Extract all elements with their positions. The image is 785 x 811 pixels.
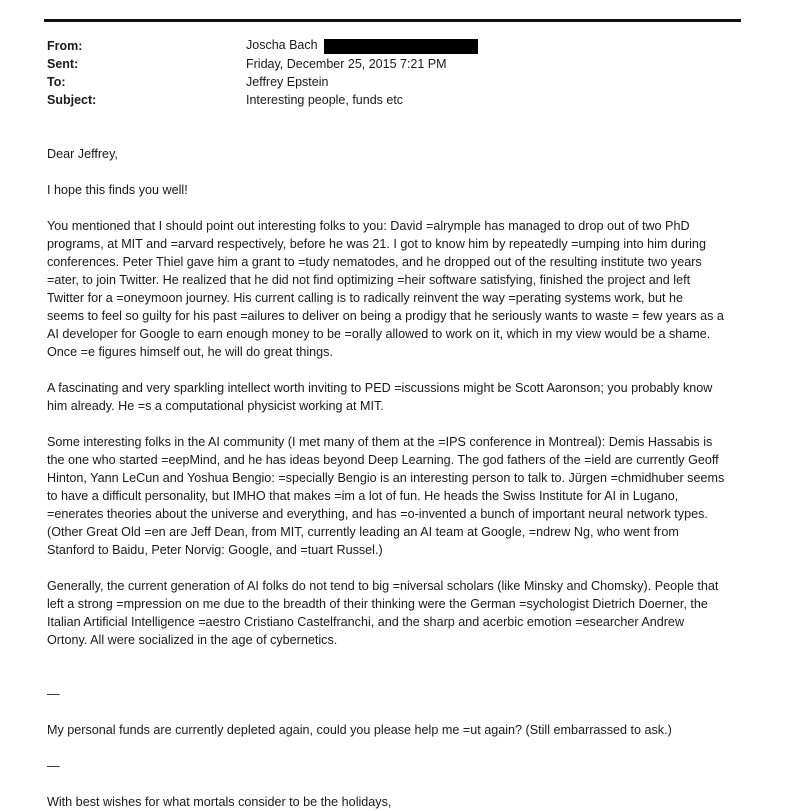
- sender-name: Joscha Bach: [246, 38, 318, 53]
- to-value: Jeffrey Epstein: [246, 75, 329, 89]
- text-line: Some interesting folks in the AI community (I met many of them at the =IPS conference in Montreal): Demis Hassabis is: [47, 435, 713, 449]
- paragraph-ai-community: [47, 433, 747, 559]
- closing-line: With best wishes for what mortals consider to be the holidays,: [47, 795, 392, 809]
- header-rule: [44, 19, 741, 22]
- text-line: conferences. Peter Thiel gave him a grant to =tudy nematodes, and he dropped out of the resulting institute two years: [47, 255, 702, 269]
- text-line: programs, at MIT and =arvard respectively, before he was 21. I got to know him by repeatedly =umping into him during: [47, 237, 706, 251]
- sent-row: [47, 55, 747, 73]
- paragraph-aaronson: [47, 379, 747, 415]
- text-line: seems to feel so guilty for his past =ailures to deliver on being a prodigy that he seriously wants to waste = few years as a: [47, 309, 724, 323]
- subject-row: [47, 91, 747, 109]
- text-line: Once =e figures himself out, he will do great things.: [47, 345, 333, 359]
- text-line: to have a difficult personality, but IMHO that makes =im a lot of fun. He heads the Swiss Institute for AI in Lugano,: [47, 489, 679, 503]
- greeting: Dear Jeffrey,: [47, 147, 118, 161]
- subject-label: Subject:: [47, 93, 97, 107]
- sent-label: Sent:: [47, 57, 79, 71]
- text-line: You mentioned that I should point out interesting folks to you: David =alrymple has managed to drop out of two PhD: [47, 219, 690, 233]
- from-value: [246, 38, 478, 53]
- text-line: Twitter for a =oneymoon journey. His current calling is to radically reinvent the way =perating systems work, but he: [47, 291, 684, 305]
- text-line: Ortony. All were socialized in the age of cybernetics.: [47, 633, 338, 647]
- from-row: [47, 37, 747, 55]
- to-row: [47, 73, 747, 91]
- sent-value: Friday, December 25, 2015 7:21 PM: [246, 57, 447, 71]
- funds-request: My personal funds are currently depleted again, could you please help me =ut again? (Still embarrassed to ask.): [47, 723, 672, 737]
- text-line: =enerates theories about the universe and everything, and has =o-invented a bunch of important neural network types.: [47, 507, 708, 521]
- paragraph-scholars: [47, 577, 747, 649]
- text-line: A fascinating and very sparkling intellect worth inviting to PED =iscussions might be Scott Aaronson; you probably know: [47, 381, 713, 395]
- intro-line: I hope this finds you well!: [47, 183, 188, 197]
- text-line: (Other Great Old =en are Jeff Dean, from MIT, currently leading an AI team at Google, =ndrew Ng, who went from: [47, 525, 679, 539]
- text-line: Italian Artificial Intelligence =aestro Cristiano Castelfranchi, and the sharp and acerbic emotion =esearcher Andrew: [47, 615, 685, 629]
- from-label: From:: [47, 39, 83, 53]
- separator-dash: —: [47, 759, 60, 773]
- separator-dash: —: [47, 687, 60, 701]
- to-label: To:: [47, 75, 66, 89]
- text-line: =ater, to join Twitter. He realized that he did not find optimizing =heir software satisfying, finished the project and left: [47, 273, 691, 287]
- email-body: [47, 145, 747, 811]
- redaction-box: [324, 39, 478, 54]
- text-line: him already. He =s a computational physicist working at MIT.: [47, 399, 384, 413]
- paragraph-dalrymple: [47, 217, 747, 361]
- text-line: Generally, the current generation of AI folks do not tend to big =niversal scholars (like Minsky and Chomsky). People that: [47, 579, 719, 593]
- subject-value: Interesting people, funds etc: [246, 93, 404, 107]
- text-line: Hinton, Yann LeCun and Yoshua Bengio: =specially Bengio is an interesting person to talk to. Jürgen =chmidhuber seems: [47, 471, 725, 485]
- text-line: the one who started =eepMind, and he has ideas beyond Deep Learning. The god fathers of the =ield are currently Geoff: [47, 453, 719, 467]
- text-line: AI developer for Google to earn enough money to be =orally allowed to work on it, which in my view would be a shame.: [47, 327, 711, 341]
- email-header: [47, 37, 747, 109]
- text-line: left a strong =mpression on me due to the breadth of their thinking were the German =sychologist Dietrich Doerner, the: [47, 597, 708, 611]
- text-line: Stanford to Baidu, Peter Norvig: Google, and =tuart Russel.): [47, 543, 383, 557]
